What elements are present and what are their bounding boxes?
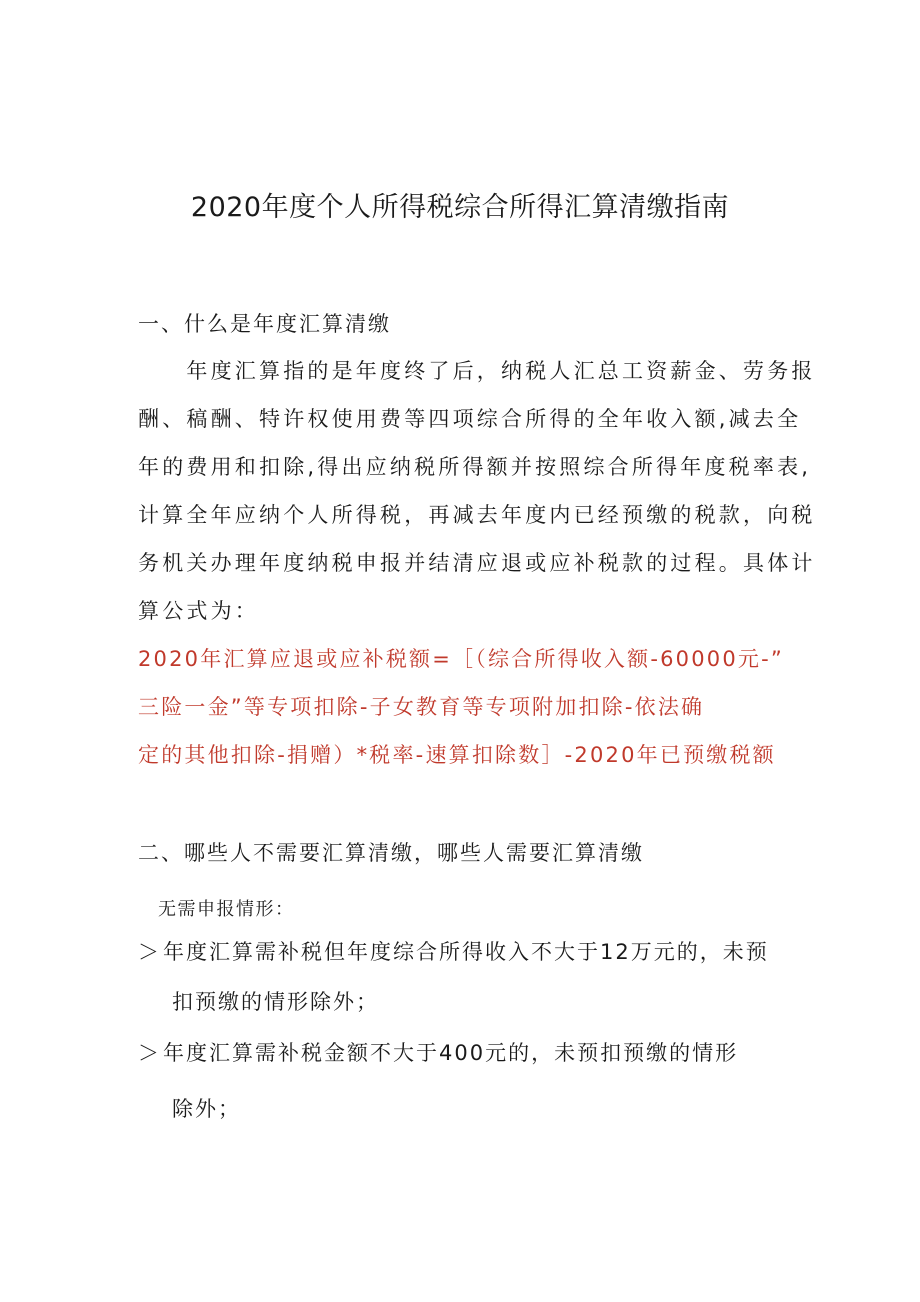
bullet-marker: ＞ [138, 1041, 161, 1065]
section2-heading: 二、哪些人不需要汇算清缴，哪些人需要汇算清缴 [138, 841, 644, 865]
formula-line: 2020年汇算应退或应补税额=［（综合所得收入额-60000元-” [138, 647, 784, 671]
bullet-text: 年度汇算需补税金额不大于400元的，未预扣预缴的情形 [163, 1041, 739, 1065]
document-title: 2020年度个人所得税综合所得汇算清缴指南 [190, 192, 730, 223]
bullet-text: 年度汇算需补税但年度综合所得收入不大于12万元的，未预 [163, 940, 769, 964]
bullet-continuation: 扣预缴的情形除外； [172, 990, 379, 1014]
paragraph-line: 年度汇算指的是年度终了后，纳税人汇总工资薪金、劳务报 [138, 359, 816, 383]
section1-heading: 一、什么是年度汇算清缴 [138, 312, 391, 336]
paragraph-line: 酬、稿酬、特许权使用费等四项综合所得的全年收入额,减去全 [138, 407, 802, 431]
bullet-item [138, 1038, 738, 1068]
bullet-continuation: 除外； [172, 1097, 241, 1121]
bullet-marker: ＞ [138, 940, 161, 964]
formula-line: 定的其他扣除-捐赠）*税率-速算扣除数］-2020年已预缴税额 [138, 743, 776, 767]
paragraph-line: 计算全年应纳个人所得税，再减去年度内已经预缴的税款，向税 [138, 503, 816, 527]
bullet-item [138, 937, 769, 967]
section2-subheading: 无需申报情形： [158, 899, 295, 920]
paragraph-line: 算公式为： [138, 599, 259, 623]
paragraph-line: 年的费用和扣除,得出应纳税所得额并按照综合所得年度税率表, [138, 455, 812, 479]
formula-line: 三险一金”等专项扣除-子女教育等专项附加扣除-依法确 [138, 695, 705, 719]
paragraph-line: 务机关办理年度纳税申报并结清应退或应补税款的过程。具体计 [138, 551, 816, 575]
